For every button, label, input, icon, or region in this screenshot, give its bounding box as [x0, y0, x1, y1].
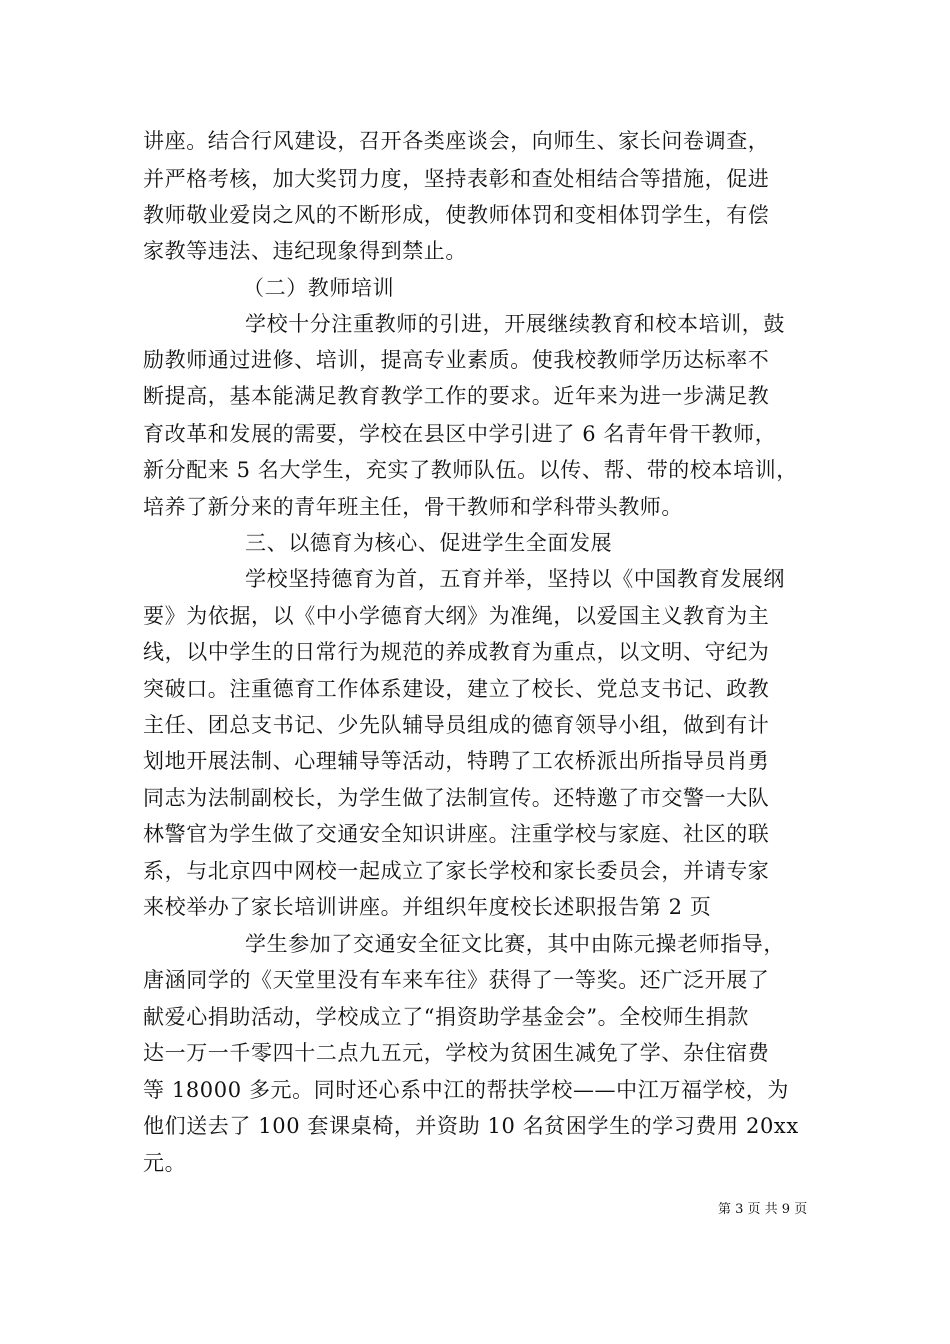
text-line: 献爱心捐助活动，学校成立了“捐资助学基金会”。全校师生捐款 — [143, 1005, 749, 1029]
text-line: 学校十分注重教师的引进，开展继续教育和校本培训，鼓 — [245, 312, 785, 336]
text-line: 主任、团总支书记、少先队辅导员组成的德育领导小组，做到有计 — [143, 713, 770, 737]
text-line: 他们送去了 100 套课桌椅，并资助 10 名贫困学生的学习费用 20xx — [143, 1114, 799, 1138]
text-line: 要》为依据，以《中小学德育大纲》为准绳，以爱国主义教育为主 — [143, 604, 770, 628]
section-heading: （二）教师培训 — [243, 276, 395, 300]
text-line: 教师敬业爱岗之风的不断形成，使教师体罚和变相体罚学生，有偿 — [143, 203, 770, 227]
text-line: 划地开展法制、心理辅导等活动，特聘了工农桥派出所指导员肖勇 — [143, 749, 770, 773]
text-line: 唐涵同学的《天堂里没有车来车往》获得了一等奖。还广泛开展了 — [143, 968, 770, 992]
text-line: 学校坚持德育为首，五育并举，坚持以《中国教育发展纲 — [245, 567, 785, 591]
text-line: 育改革和发展的需要，学校在县区中学引进了 6 名青年骨干教师， — [143, 422, 777, 446]
text-line: 讲座。结合行风建设，召开各类座谈会，向师生、家长问卷调查， — [143, 129, 770, 153]
text-line: 来校举办了家长培训讲座。并组织年度校长述职报告第 2 页 — [143, 895, 712, 919]
text-line: 断提高，基本能满足教育教学工作的要求。近年来为进一步满足教 — [143, 384, 770, 408]
text-line: 培养了新分来的青年班主任，骨干教师和学科带头教师。 — [143, 495, 683, 519]
text-line: 达一万一千零四十二点九五元，学校为贫困生减免了学、杂住宿费 — [143, 1041, 770, 1065]
text-line: 突破口。注重德育工作体系建设，建立了校长、党总支书记、政教 — [143, 677, 770, 701]
text-line: 家教等违法、违纪现象得到禁止。 — [143, 239, 467, 263]
text-line: 励教师通过进修、培训，提高专业素质。使我校教师学历达标率不 — [143, 348, 770, 372]
text-line: 系，与北京四中网校一起成立了家长学校和家长委员会，并请专家 — [143, 859, 770, 883]
text-line: 林警官为学生做了交通安全知识讲座。注重学校与家庭、社区的联 — [143, 822, 770, 846]
page-number: 第 3 页 共 9 页 — [718, 1202, 808, 1217]
text-line: 学生参加了交通安全征文比赛，其中由陈元操老师指导， — [245, 932, 785, 956]
text-line: 等 18000 多元。同时还心系中江的帮扶学校——中江万福学校，为 — [143, 1078, 789, 1102]
text-line: 线，以中学生的日常行为规范的养成教育为重点，以文明、守纪为 — [143, 640, 770, 664]
text-line: 同志为法制副校长，为学生做了法制宣传。还特邀了市交警一大队 — [143, 786, 770, 810]
section-heading: 三、以德育为核心、促进学生全面发展 — [245, 531, 613, 555]
text-line: 元。 — [143, 1151, 187, 1175]
text-line: 新分配来 5 名大学生，充实了教师队伍。以传、帮、带的校本培训， — [143, 458, 798, 482]
text-line: 并严格考核，加大奖罚力度，坚持表彰和查处相结合等措施，促进 — [143, 167, 770, 191]
